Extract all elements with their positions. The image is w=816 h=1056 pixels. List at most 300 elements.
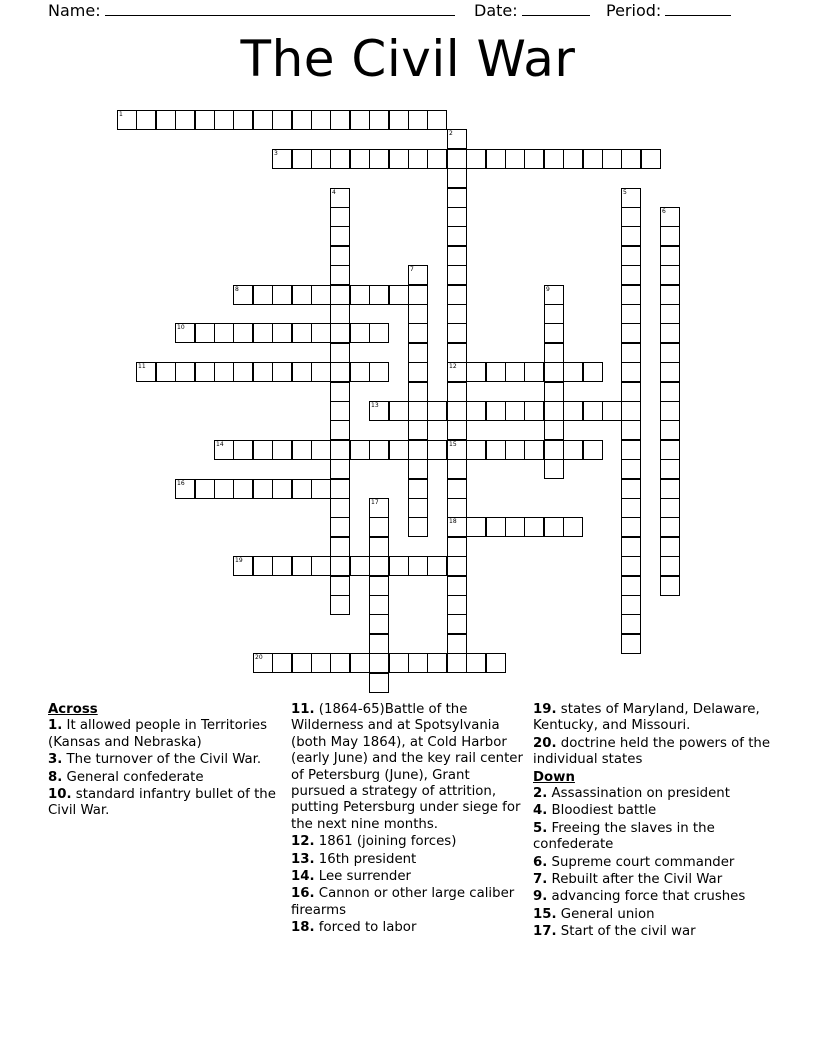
grid-cell[interactable] [408,498,428,518]
grid-cell[interactable] [447,168,467,188]
grid-cell[interactable] [408,556,428,576]
grid-cell[interactable] [602,149,622,169]
grid-cell[interactable] [330,537,350,557]
grid-cell[interactable] [233,362,253,382]
grid-cell[interactable] [447,653,467,673]
grid-cell[interactable] [563,517,583,537]
grid-cell[interactable] [466,440,486,460]
grid-cell[interactable] [524,517,544,537]
grid-cell[interactable] [233,285,253,305]
clue-number: 16 [177,480,185,487]
grid-cell[interactable] [505,401,525,421]
grid-cell[interactable] [621,498,641,518]
clue-number: 9 [546,286,550,293]
grid-cell[interactable] [350,323,370,343]
grid-cell[interactable] [660,343,680,363]
grid-cell[interactable] [447,323,467,343]
grid-cell[interactable] [369,498,389,518]
grid-cell[interactable] [447,285,467,305]
clues-column-1 [48,702,288,821]
grid-cell[interactable] [175,323,195,343]
grid-cell[interactable] [427,149,447,169]
grid-cell[interactable] [389,285,409,305]
grid-cell[interactable] [292,653,312,673]
grid-cell[interactable] [175,479,195,499]
date-label: Date: [474,1,518,20]
grid-cell[interactable] [621,401,641,421]
grid-cell[interactable] [175,362,195,382]
grid-cell[interactable] [136,110,156,130]
grid-cell[interactable] [544,362,564,382]
grid-cell[interactable] [447,440,467,460]
grid-cell[interactable] [408,285,428,305]
clue-number: 1 [119,111,123,118]
grid-cell[interactable] [524,401,544,421]
grid-cell[interactable] [253,479,273,499]
clue-across-16: 16. Cannon or other large caliber firearms [291,886,515,918]
grid-cell[interactable] [408,479,428,499]
grid-cell[interactable] [660,420,680,440]
grid-cell[interactable] [272,653,292,673]
grid-cell[interactable] [660,576,680,596]
grid-cell[interactable] [544,285,564,305]
grid-cell[interactable] [447,226,467,246]
clue-number: 18 [449,518,457,525]
grid-cell[interactable] [447,304,467,324]
grid-cell[interactable] [621,226,641,246]
grid-cell[interactable] [447,479,467,499]
clue-number: 14 [216,441,224,448]
clue-across-10: 10. standard infantry bullet of the Civil War. [48,787,276,819]
grid-cell[interactable] [272,556,292,576]
grid-cell[interactable] [214,479,234,499]
clue-across-13: 13. 16th president [291,851,417,867]
grid-cell[interactable] [427,556,447,576]
grid-cell[interactable] [466,149,486,169]
grid-cell[interactable] [544,517,564,537]
grid-cell[interactable] [389,149,409,169]
grid-cell[interactable] [621,459,641,479]
clue-across-12: 12. 1861 (joining forces) [291,834,457,850]
clue-across-3: 3. The turnover of the Civil War. [48,752,262,768]
grid-cell[interactable] [447,517,467,537]
grid-cell[interactable] [369,634,389,654]
grid-cell[interactable] [660,246,680,266]
grid-cell[interactable] [330,498,350,518]
grid-cell[interactable] [621,382,641,402]
grid-cell[interactable] [350,362,370,382]
grid-cell[interactable] [447,498,467,518]
grid-cell[interactable] [660,517,680,537]
grid-cell[interactable] [389,110,409,130]
grid-cell[interactable] [369,653,389,673]
grid-cell[interactable] [447,459,467,479]
grid-cell[interactable] [330,285,350,305]
grid-cell[interactable] [583,440,603,460]
grid-cell[interactable] [486,653,506,673]
clue-number: 2 [449,130,453,137]
grid-cell[interactable] [621,285,641,305]
grid-cell[interactable] [660,304,680,324]
grid-cell[interactable] [583,149,603,169]
grid-cell[interactable] [602,401,622,421]
clue-across-20: 20. doctrine held the powers of the individual states [533,735,771,768]
grid-cell[interactable] [621,614,641,634]
grid-cell[interactable] [253,440,273,460]
grid-cell[interactable] [447,556,467,576]
grid-cell[interactable] [544,420,564,440]
grid-cell[interactable] [369,556,389,576]
grid-cell[interactable] [486,440,506,460]
grid-cell[interactable] [544,304,564,324]
grid-cell[interactable] [156,110,176,130]
grid-cell[interactable] [272,440,292,460]
clue-across-19: 19. states of Maryland, Delaware, Kentucky, and Missouri. [533,702,760,734]
grid-cell[interactable] [408,401,428,421]
grid-cell[interactable] [311,285,331,305]
grid-cell[interactable] [583,362,603,382]
grid-cell[interactable] [447,420,467,440]
grid-cell[interactable] [330,459,350,479]
clue-down-2: 2. Assassination on president [533,786,730,802]
grid-cell[interactable] [583,401,603,421]
grid-cell[interactable] [330,576,350,596]
grid-cell[interactable] [369,537,389,557]
grid-cell[interactable] [408,382,428,402]
clue-number: 7 [410,266,414,273]
grid-cell[interactable] [621,420,641,440]
grid-cell[interactable] [524,362,544,382]
grid-cell[interactable] [117,110,137,130]
grid-cell[interactable] [233,556,253,576]
grid-cell[interactable] [311,653,331,673]
grid-cell[interactable] [156,362,176,382]
grid-cell[interactable] [369,440,389,460]
grid-cell[interactable] [544,459,564,479]
grid-cell[interactable] [621,323,641,343]
grid-cell[interactable] [369,401,389,421]
grid-cell[interactable] [311,149,331,169]
grid-cell[interactable] [447,401,467,421]
grid-cell[interactable] [466,517,486,537]
name-label: Name: [48,1,101,20]
grid-cell[interactable] [272,110,292,130]
down-heading: Down [533,769,575,785]
grid-cell[interactable] [447,595,467,615]
grid-cell[interactable] [350,556,370,576]
clue-number: 12 [449,363,457,370]
grid-cell[interactable] [660,459,680,479]
grid-cell[interactable] [621,556,641,576]
grid-cell[interactable] [621,595,641,615]
grid-cell[interactable] [311,323,331,343]
grid-cell[interactable] [447,634,467,654]
grid-cell[interactable] [621,246,641,266]
grid-cell[interactable] [660,323,680,343]
grid-cell[interactable] [505,440,525,460]
grid-cell[interactable] [621,517,641,537]
grid-cell[interactable] [369,149,389,169]
grid-cell[interactable] [311,479,331,499]
grid-cell[interactable] [253,653,273,673]
grid-cell[interactable] [253,323,273,343]
grid-cell[interactable] [389,556,409,576]
grid-cell[interactable] [621,537,641,557]
grid-cell[interactable] [272,149,292,169]
grid-cell[interactable] [195,110,215,130]
grid-cell[interactable] [272,479,292,499]
grid-cell[interactable] [427,401,447,421]
grid-cell[interactable] [233,323,253,343]
grid-cell[interactable] [369,517,389,537]
clue-number: 8 [235,286,239,293]
grid-cell[interactable] [660,226,680,246]
clue-number: 13 [371,402,379,409]
grid-cell[interactable] [544,440,564,460]
grid-cell[interactable] [389,440,409,460]
grid-cell[interactable] [350,110,370,130]
grid-cell[interactable] [466,653,486,673]
grid-cell[interactable] [369,285,389,305]
grid-cell[interactable] [621,440,641,460]
grid-cell[interactable] [330,517,350,537]
grid-cell[interactable] [233,110,253,130]
grid-cell[interactable] [369,614,389,634]
grid-cell[interactable] [330,653,350,673]
grid-cell[interactable] [330,556,350,576]
grid-cell[interactable] [253,285,273,305]
clue-number: 17 [371,499,379,506]
grid-cell[interactable] [330,420,350,440]
grid-cell[interactable] [233,440,253,460]
grid-cell[interactable] [660,537,680,557]
grid-cell[interactable] [544,401,564,421]
grid-cell[interactable] [563,362,583,382]
grid-cell[interactable] [292,149,312,169]
clue-number: 11 [138,363,146,370]
grid-cell[interactable] [524,149,544,169]
grid-cell[interactable] [408,343,428,363]
grid-cell[interactable] [408,110,428,130]
grid-cell[interactable] [195,323,215,343]
grid-cell[interactable] [195,362,215,382]
grid-cell[interactable] [660,401,680,421]
grid-cell[interactable] [660,207,680,227]
grid-cell[interactable] [330,401,350,421]
grid-cell[interactable] [505,149,525,169]
grid-cell[interactable] [195,479,215,499]
grid-cell[interactable] [369,323,389,343]
grid-cell[interactable] [621,634,641,654]
grid-cell[interactable] [369,362,389,382]
grid-cell[interactable] [136,362,156,382]
clues-column-3 [533,702,773,942]
grid-cell[interactable] [447,382,467,402]
grid-cell[interactable] [408,420,428,440]
grid-cell[interactable] [486,362,506,382]
grid-cell[interactable] [660,479,680,499]
clue-down-5: 5. Freeing the slaves in the confederate [533,820,715,853]
grid-cell[interactable] [350,440,370,460]
grid-cell[interactable] [253,556,273,576]
grid-cell[interactable] [330,207,350,227]
grid-cell[interactable] [563,149,583,169]
grid-cell[interactable] [214,323,234,343]
grid-cell[interactable] [233,479,253,499]
grid-cell[interactable] [447,129,467,149]
grid-cell[interactable] [369,110,389,130]
grid-cell[interactable] [505,517,525,537]
grid-cell[interactable] [544,382,564,402]
grid-cell[interactable] [330,323,350,343]
grid-cell[interactable] [292,323,312,343]
grid-cell[interactable] [447,188,467,208]
grid-cell[interactable] [311,556,331,576]
grid-cell[interactable] [253,110,273,130]
grid-cell[interactable] [272,362,292,382]
grid-cell[interactable] [253,362,273,382]
grid-cell[interactable] [447,614,467,634]
grid-cell[interactable] [389,653,409,673]
clues-column-2 [291,702,527,938]
grid-cell[interactable] [447,265,467,285]
grid-cell[interactable] [292,556,312,576]
across-heading: Across [48,702,98,717]
grid-cell[interactable] [563,440,583,460]
grid-cell[interactable] [447,149,467,169]
grid-cell[interactable] [330,110,350,130]
grid-cell[interactable] [311,440,331,460]
grid-cell[interactable] [389,401,409,421]
grid-cell[interactable] [292,285,312,305]
grid-cell[interactable] [408,149,428,169]
grid-cell[interactable] [427,653,447,673]
grid-cell[interactable] [408,440,428,460]
grid-cell[interactable] [214,110,234,130]
grid-cell[interactable] [544,343,564,363]
grid-cell[interactable] [447,576,467,596]
clue-across-1: 1. It allowed people in Territories (Kansas and Nebraska) [48,718,268,750]
grid-cell[interactable] [330,595,350,615]
grid-cell[interactable] [330,479,350,499]
grid-cell[interactable] [447,246,467,266]
grid-cell[interactable] [641,149,661,169]
grid-cell[interactable] [330,362,350,382]
grid-cell[interactable] [544,149,564,169]
grid-cell[interactable] [447,537,467,557]
grid-cell[interactable] [369,576,389,596]
grid-cell[interactable] [214,362,234,382]
grid-cell[interactable] [369,673,389,693]
grid-cell[interactable] [563,401,583,421]
grid-cell[interactable] [621,149,641,169]
grid-cell[interactable] [447,207,467,227]
grid-cell[interactable] [330,188,350,208]
grid-cell[interactable] [350,149,370,169]
grid-cell[interactable] [292,479,312,499]
period-label: Period: [606,1,662,20]
grid-cell[interactable] [330,382,350,402]
grid-cell[interactable] [292,110,312,130]
grid-cell[interactable] [486,149,506,169]
grid-cell[interactable] [621,479,641,499]
grid-cell[interactable] [330,265,350,285]
grid-cell[interactable] [408,517,428,537]
grid-cell[interactable] [330,226,350,246]
grid-cell[interactable] [350,653,370,673]
clue-down-15: 15. General union [533,906,655,922]
grid-cell[interactable] [427,440,447,460]
grid-cell[interactable] [621,207,641,227]
clue-number: 4 [332,189,336,196]
grid-cell[interactable] [544,323,564,343]
grid-cell[interactable] [621,576,641,596]
grid-cell[interactable] [660,556,680,576]
grid-cell[interactable] [621,304,641,324]
grid-cell[interactable] [466,362,486,382]
clue-number: 10 [177,324,185,331]
grid-cell[interactable] [408,323,428,343]
grid-cell[interactable] [621,362,641,382]
grid-cell[interactable] [505,362,525,382]
clue-number: 19 [235,557,243,564]
grid-cell[interactable] [408,265,428,285]
grid-cell[interactable] [447,343,467,363]
grid-cell[interactable] [524,440,544,460]
grid-cell[interactable] [621,265,641,285]
grid-cell[interactable] [330,343,350,363]
grid-cell[interactable] [427,110,447,130]
grid-cell[interactable] [408,304,428,324]
clue-across-8: 8. General confederate [48,769,204,785]
clue-across-11: 11. (1864-65)Battle of the Wilderness and at Spotsylvania (both May 1864), at Cold Harbor (early June) and the key rail center of Petersburg (June), Grant pursued a strategy of attrition, putting Petersburg under siege for the next nine months. [291,702,523,832]
grid-cell[interactable] [330,440,350,460]
page-title: The Civil War [240,30,576,88]
grid-cell[interactable] [350,285,370,305]
grid-cell[interactable] [408,459,428,479]
grid-cell[interactable] [369,595,389,615]
grid-cell[interactable] [621,343,641,363]
grid-cell[interactable] [272,285,292,305]
grid-cell[interactable] [292,440,312,460]
grid-cell[interactable] [660,265,680,285]
grid-cell[interactable] [486,517,506,537]
grid-cell[interactable] [272,323,292,343]
grid-cell[interactable] [466,401,486,421]
grid-cell[interactable] [330,304,350,324]
grid-cell[interactable] [175,110,195,130]
grid-cell[interactable] [311,110,331,130]
grid-cell[interactable] [214,440,234,460]
grid-cell[interactable] [292,362,312,382]
grid-cell[interactable] [408,653,428,673]
grid-cell[interactable] [660,285,680,305]
grid-cell[interactable] [311,362,331,382]
clue-number: 20 [255,654,263,661]
grid-cell[interactable] [486,401,506,421]
grid-cell[interactable] [330,246,350,266]
grid-cell[interactable] [660,440,680,460]
grid-cell[interactable] [408,362,428,382]
grid-cell[interactable] [447,362,467,382]
grid-cell[interactable] [660,382,680,402]
grid-cell[interactable] [660,498,680,518]
grid-cell[interactable] [621,188,641,208]
grid-cell[interactable] [330,149,350,169]
clue-across-18: 18. forced to labor [291,920,417,936]
grid-cell[interactable] [660,362,680,382]
clue-down-7: 7. Rebuilt after the Civil War [533,872,723,888]
